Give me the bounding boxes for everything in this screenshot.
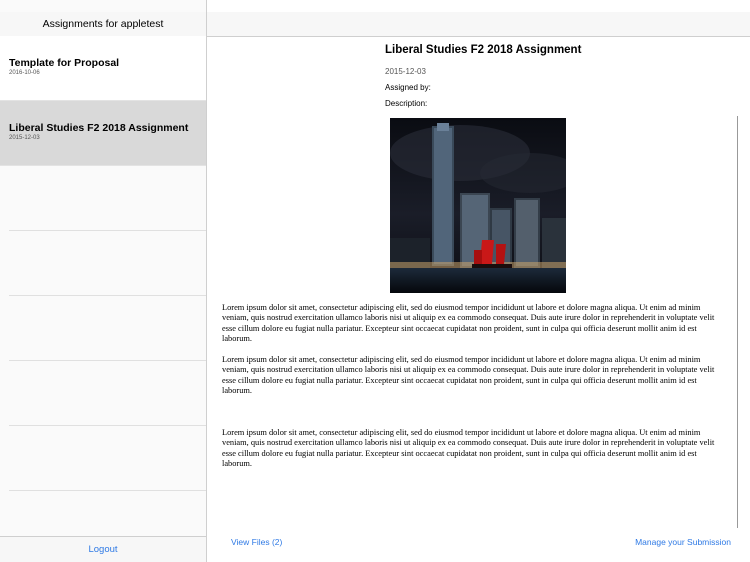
assignment-list — [0, 36, 206, 491]
master-title: Assignments for appletest — [42, 18, 164, 30]
list-item[interactable] — [0, 36, 206, 101]
master-toolbar — [0, 536, 206, 562]
description-label: Description: — [385, 99, 428, 108]
master-navbar — [0, 12, 206, 37]
list-item-date: 2015-12-03 — [9, 135, 40, 141]
list-item-selected[interactable] — [0, 101, 206, 166]
detail-navbar — [207, 12, 750, 37]
master-pane — [0, 0, 207, 562]
description-paragraph: Lorem ipsum dolor sit amet, consectetur adipiscing elit, sed do eiusmod tempor incididunt ut labore et dolore magna aliqua. Ut enim ad minim veniam, quis nostrud exercitation ullamco laboris nisi ut aliquip ex ea commodo consequat. Duis aute irure dolor in reprehenderit in voluptate velit esse cillum dolore eu fugiat nulla pariatur. Excepteur sint occaecat cupidatat non proident, sunt in culpa qui officia deserunt mollit anim id est laborum. — [222, 428, 715, 469]
scroll-indicator — [737, 116, 738, 528]
assignment-date: 2015-12-03 — [385, 67, 426, 76]
detail-pane — [207, 0, 750, 562]
description-paragraph: Lorem ipsum dolor sit amet, consectetur adipiscing elit, sed do eiusmod tempor incididunt ut labore et dolore magna aliqua. Ut enim ad minim veniam, quis nostrud exercitation ullamco laboris nisi ut aliquip ex ea commodo consequat. Duis aute irure dolor in reprehenderit in voluptate velit esse cillum dolore eu fugiat nulla pariatur. Excepteur sint occaecat cupidatat non proident, sunt in culpa qui officia deserunt mollit anim id est laborum. — [222, 355, 715, 396]
description-paragraph: Lorem ipsum dolor sit amet, consectetur adipiscing elit, sed do eiusmod tempor incididunt ut labore et dolore magna aliqua. Ut enim ad minim veniam, quis nostrud exercitation ullamco laboris nisi ut aliquip ex ea commodo consequat. Duis aute irure dolor in reprehenderit in voluptate velit esse cillum dolore eu fugiat nulla pariatur. Excepteur sint occaecat cupidatat non proident, sunt in culpa qui officia deserunt mollit anim id est laborum. — [222, 303, 715, 344]
assigned-by-label: Assigned by: — [385, 83, 431, 92]
assignment-image — [390, 118, 566, 293]
empty-row — [9, 166, 206, 231]
logout-button[interactable]: Logout — [88, 544, 118, 555]
list-item-date: 2016-10-06 — [9, 70, 40, 76]
assignment-title: Liberal Studies F2 2018 Assignment — [385, 44, 582, 56]
manage-submission-button[interactable]: Manage your Submission — [635, 537, 731, 547]
empty-row — [9, 231, 206, 296]
empty-row — [9, 426, 206, 491]
empty-row — [9, 361, 206, 426]
list-item-title: Template for Proposal — [9, 57, 120, 69]
view-files-button[interactable]: View Files (2) — [231, 537, 283, 547]
empty-row — [9, 296, 206, 361]
city-night-image — [390, 118, 566, 293]
list-item-title: Liberal Studies F2 2018 Assignment — [9, 122, 189, 134]
